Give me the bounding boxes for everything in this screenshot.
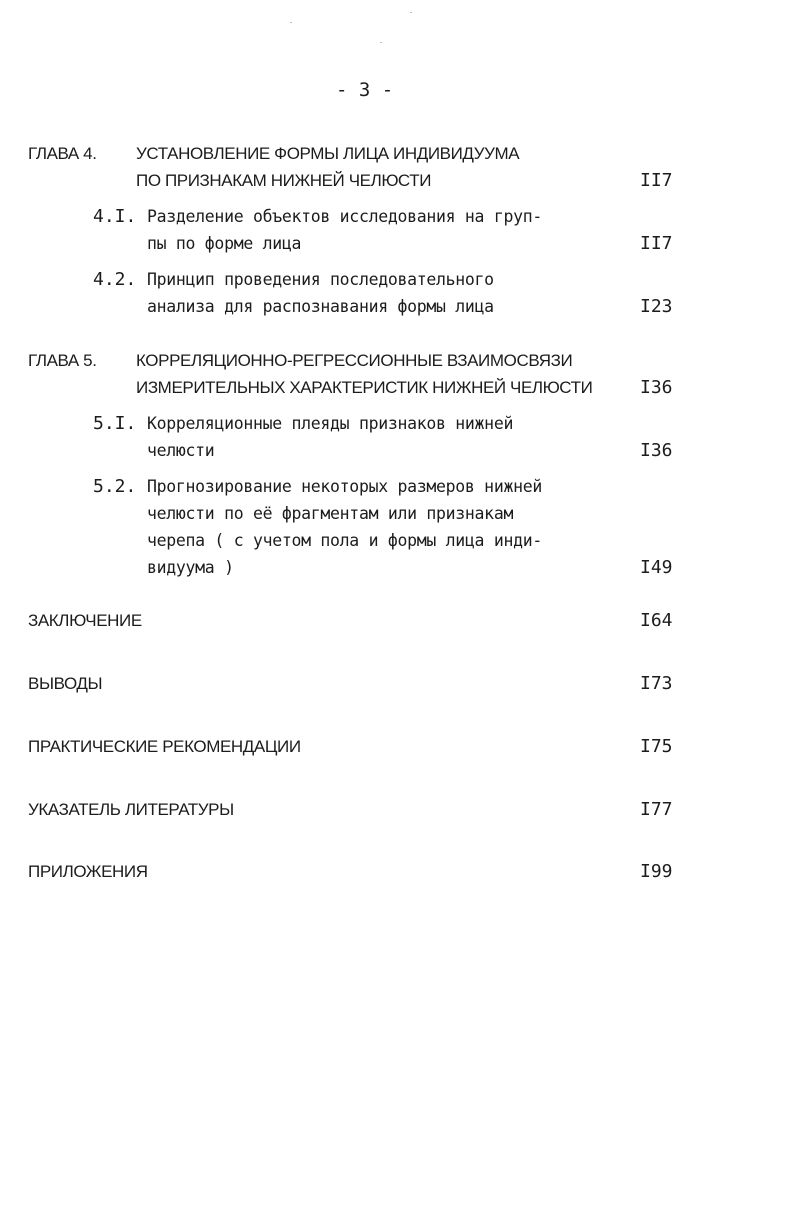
section-title-line1: Корреляционные плеяды признаков нижней [147,414,514,433]
page-number: - 3 - [336,79,394,101]
chapter-title-line2: ИЗМЕРИТЕЛЬНЫХ ХАРАКТЕРИСТИК НИЖНЕЙ ЧЕЛЮСТИ [136,378,593,397]
chapter-title-line1: КОРРЕЛЯЦИОННО-РЕГРЕССИОННЫЕ ВЗАИМОСВЯЗИ [136,351,573,370]
section-number: 5.I. [93,413,137,434]
page-ref: I77 [640,799,673,820]
section-title-line2: челюсти [147,441,215,460]
page-ref: I99 [640,861,673,882]
page-ref: I23 [640,296,673,317]
section-title-line3: черепа ( с учетом пола и формы лица инди- [147,531,542,550]
chapter-title-line2: ПО ПРИЗНАКАМ НИЖНЕЙ ЧЕЛЮСТИ [136,171,432,190]
scan-speck [380,42,382,43]
page-ref: I49 [640,557,673,578]
chapter-label: ГЛАВА 5. [28,351,97,370]
section-title-line1: Разделение объектов исследования на груп- [147,207,542,226]
toc-item-title: ПРИЛОЖЕНИЯ [28,862,148,881]
section-title-line2: пы по форме лица [147,234,302,253]
section-number: 4.I. [93,206,137,227]
toc-item-title: ПРАКТИЧЕСКИЕ РЕКОМЕНДАЦИИ [28,737,301,756]
page-ref: I64 [640,610,673,631]
page-ref: I75 [640,736,673,757]
scan-speck [410,12,412,13]
section-title-line2: челюсти по её фрагментам или признакам [147,504,514,523]
scan-speck [290,22,292,23]
chapter-title-line1: УСТАНОВЛЕНИЕ ФОРМЫ ЛИЦА ИНДИВИДУУМА [136,144,520,163]
page-ref: II7 [640,233,673,254]
section-title-line1: Принцип проведения последовательного [147,270,494,289]
section-title-line1: Прогнозирование некоторых размеров нижней [147,477,542,496]
section-number: 4.2. [93,269,137,290]
toc-item-title: ЗАКЛЮЧЕНИЕ [28,611,142,630]
section-title-line4: видуума ) [147,558,234,577]
chapter-label: ГЛАВА 4. [28,144,97,163]
toc-item-title: ВЫВОДЫ [28,674,103,693]
page-ref: II7 [640,170,673,191]
page-ref: I36 [640,440,673,461]
page-ref: I73 [640,673,673,694]
page-ref: I36 [640,377,673,398]
toc-item-title: УКАЗАТЕЛЬ ЛИТЕРАТУРЫ [28,800,234,819]
section-number: 5.2. [93,476,137,497]
section-title-line2: анализа для распознавания формы лица [147,297,494,316]
